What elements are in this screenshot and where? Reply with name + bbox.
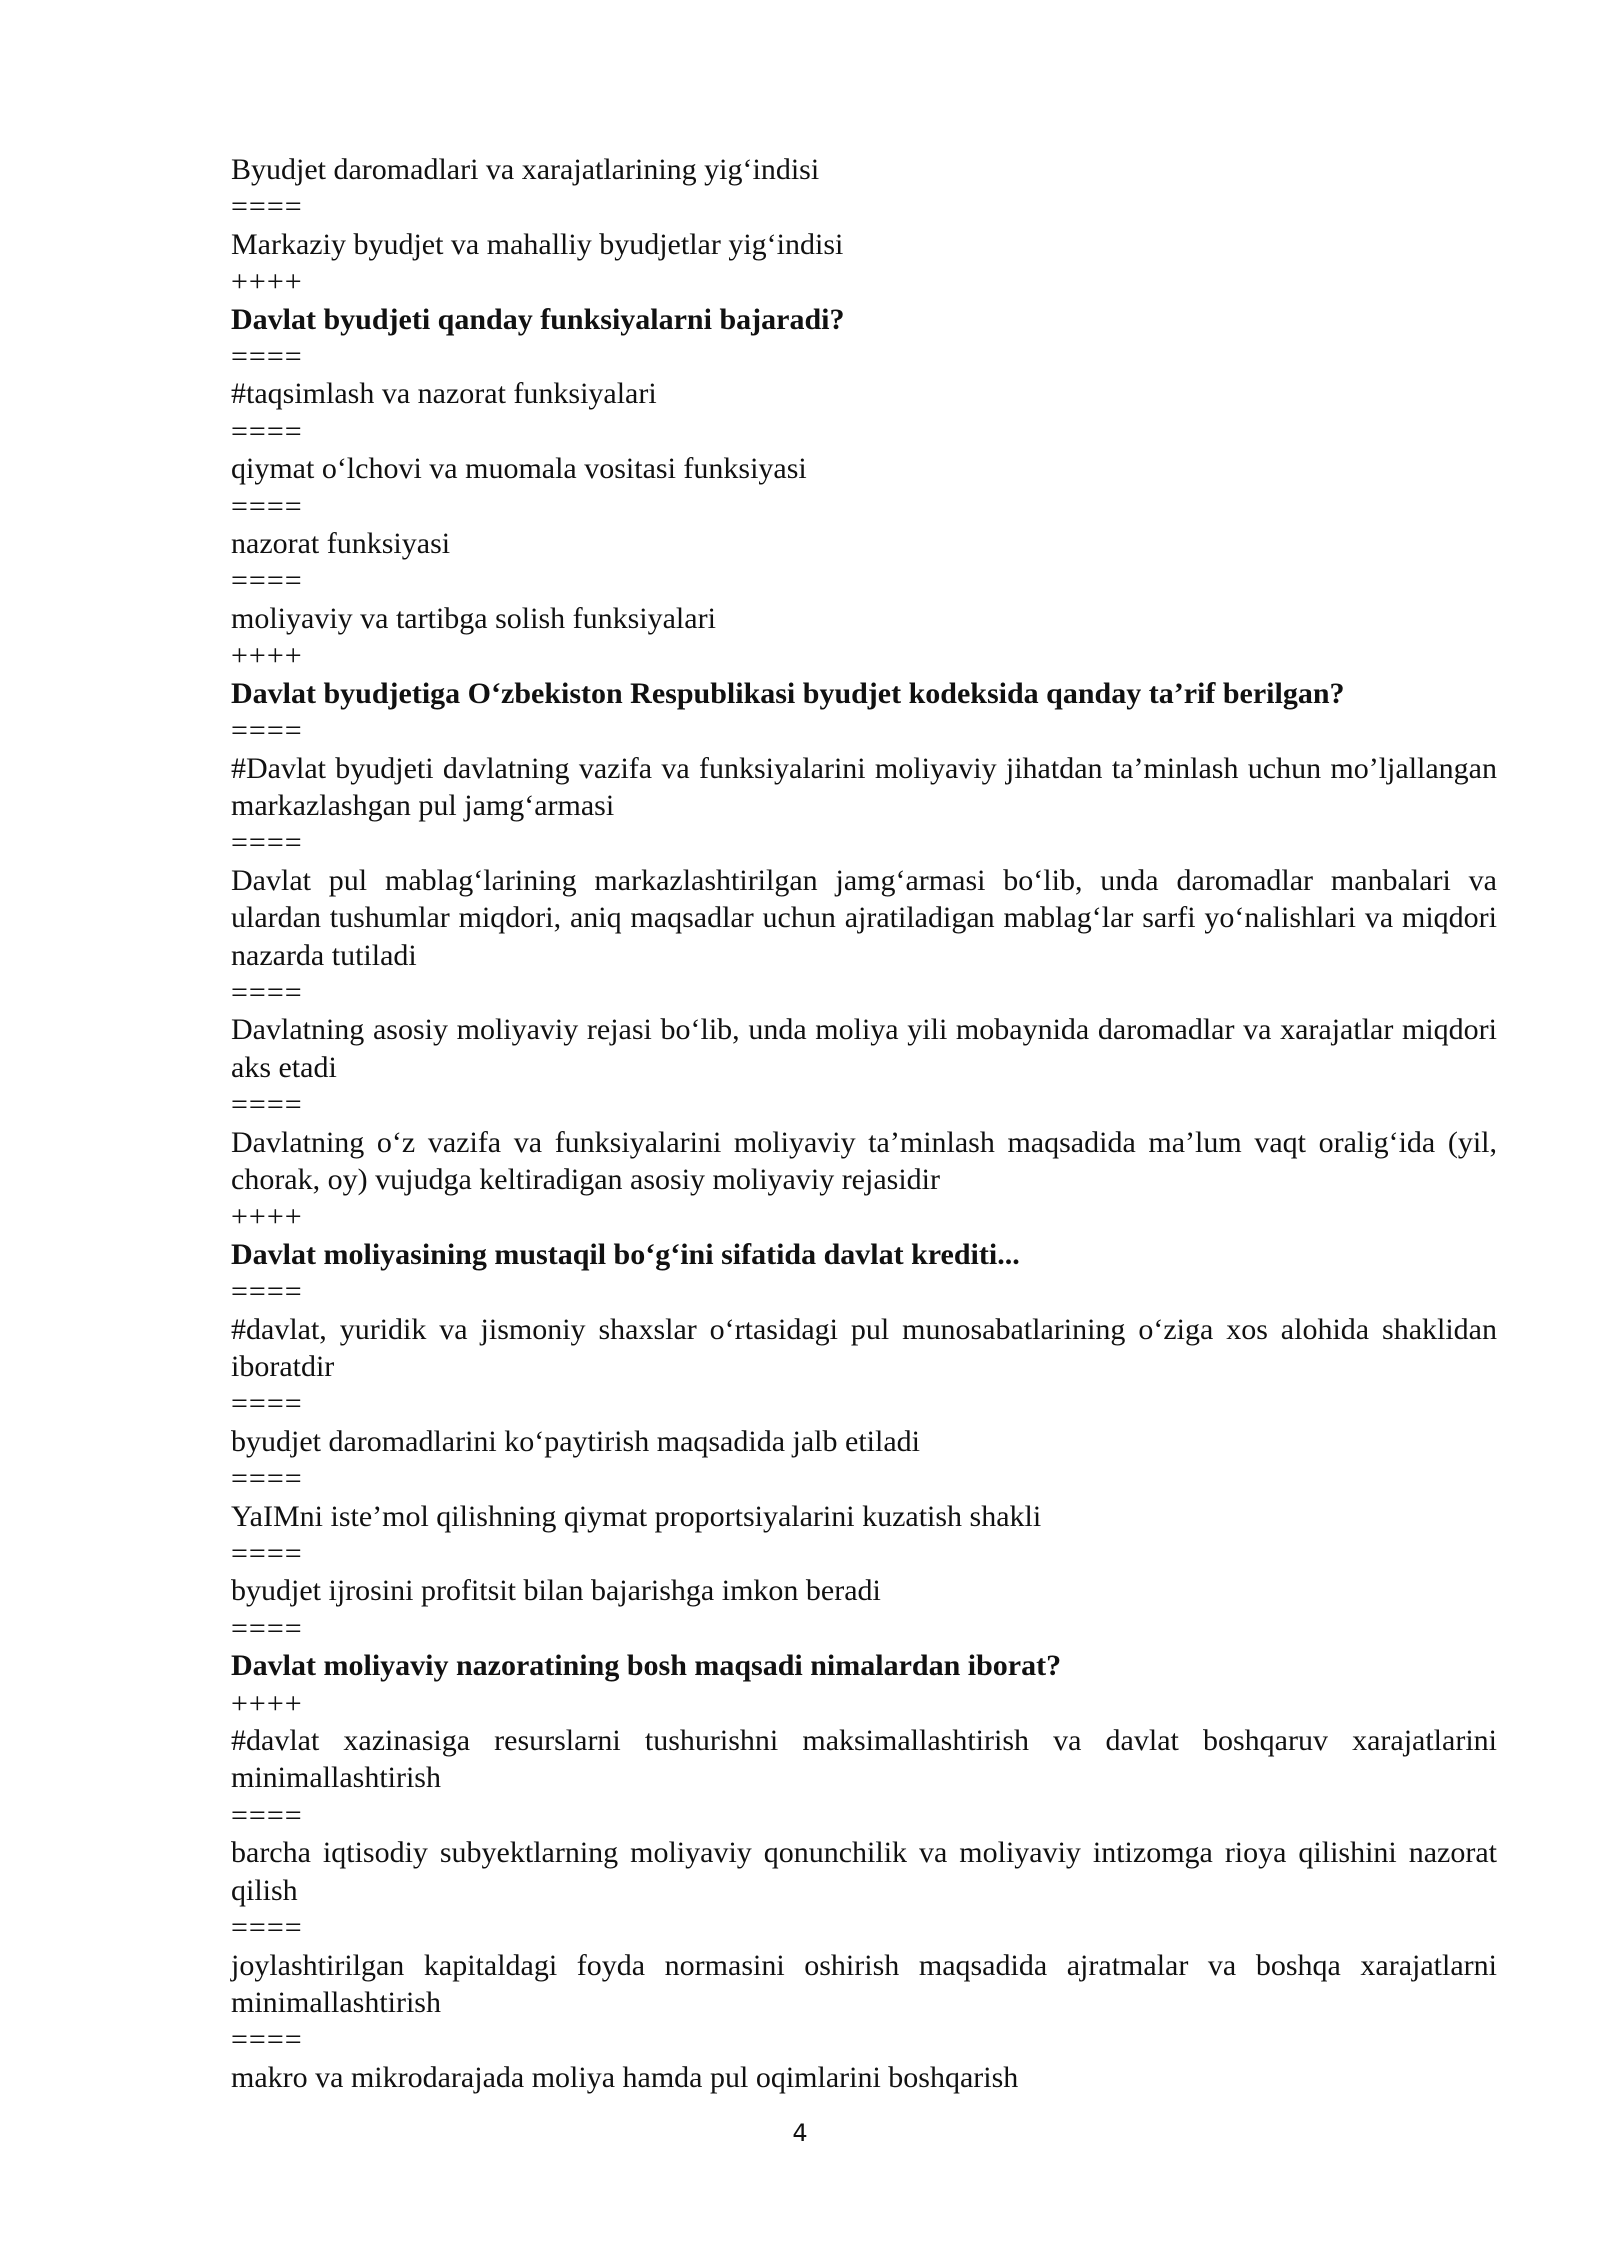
option-separator: ====	[231, 1798, 303, 1832]
option-separator: ====	[231, 1537, 303, 1571]
option-separator: ====	[231, 489, 303, 523]
option-separator: ====	[231, 1911, 303, 1945]
question-text: Davlat moliyasining mustaqil bo‘g‘ini sifatida davlat krediti...	[231, 1237, 1020, 1271]
option-separator: ====	[231, 1275, 303, 1309]
option-separator: ====	[231, 1462, 303, 1496]
answer-option: byudjet ijrosini profitsit bilan bajarishga imkon beradi	[231, 1574, 881, 1608]
page-number: 4	[792, 2119, 808, 2147]
answer-option: moliyaviy va tartibga solish funksiyalari	[231, 601, 716, 635]
answer-option: #taqsimlash va nazorat funksiyalari	[231, 377, 657, 411]
document-body	[231, 151, 1497, 2096]
question-text: Davlat byudjetiga O‘zbekiston Respublikasi byudjet kodeksida qanday ta’rif berilgan?	[231, 676, 1345, 710]
answer-option: Markaziy byudjet va mahalliy byudjetlar yig‘indisi	[231, 227, 844, 261]
question-text: Davlat byudjeti qanday funksiyalarni bajaradi?	[231, 302, 845, 336]
option-separator: ====	[231, 414, 303, 448]
option-separator: ====	[231, 190, 303, 224]
answer-option: Byudjet daromadlari va xarajatlarining yig‘indisi	[231, 153, 820, 186]
option-separator: ====	[231, 714, 303, 748]
option-separator: ====	[231, 975, 303, 1009]
question-text: Davlat moliyaviy nazoratining bosh maqsadi nimalardan iborat?	[231, 1649, 1062, 1683]
question-separator: ++++	[231, 265, 303, 299]
option-separator: ====	[231, 340, 303, 374]
answer-option: joylashtirilgan kapitaldagi foyda normasini oshirish maqsadida ajratmalar va boshqa xarajatlarni minimallashtirish	[231, 1948, 1497, 2019]
answer-option: YaIMni iste’mol qilishning qiymat proportsiyalarini kuzatish shakli	[231, 1499, 1042, 1533]
option-separator: ====	[231, 1611, 303, 1645]
question-separator: ++++	[231, 1686, 303, 1720]
question-separator: ++++	[231, 639, 303, 673]
answer-option: qiymat o‘lchovi va muomala vositasi funksiyasi	[231, 452, 807, 486]
answer-option: byudjet daromadlarini ko‘paytirish maqsadida jalb etiladi	[231, 1424, 920, 1458]
answer-option: Davlatning asosiy moliyaviy rejasi bo‘lib, unda moliya yili mobaynida daromadlar va xarajatlar miqdori aks etadi	[231, 1013, 1497, 1084]
option-separator: ====	[231, 1387, 303, 1421]
question-separator: ++++	[231, 1200, 303, 1234]
answer-option: nazorat funksiyasi	[231, 527, 451, 561]
answer-option: Davlatning o‘z vazifa va funksiyalarini moliyaviy ta’minlash maqsadida ma’lum vaqt oralig‘ida (yil, chorak, oy) vujudga keltiradigan asosiy moliyaviy rejasidir	[231, 1125, 1497, 1196]
answer-option: makro va mikrodarajada moliya hamda pul oqimlarini boshqarish	[231, 2060, 1019, 2094]
option-separator: ====	[231, 564, 303, 598]
answer-option: Davlat pul mablag‘larining markazlashtirilgan jamg‘armasi bo‘lib, unda daromadlar manbalari va ulardan tushumlar miqdori, aniq maqsadlar uchun ajratiladigan mablag‘lar sarfi yo‘nalishlari va miqdori nazarda tutiladi	[231, 863, 1497, 972]
option-separator: ====	[231, 2023, 303, 2057]
option-separator: ====	[231, 826, 303, 860]
option-separator: ====	[231, 1088, 303, 1122]
answer-option: #Davlat byudjeti davlatning vazifa va funksiyalarini moliyaviy jihatdan ta’minlash uchun mo’ljallangan markazlashgan pul jamg‘armasi	[231, 751, 1497, 822]
answer-option: #davlat, yuridik va jismoniy shaxslar o‘rtasidagi pul munosabatlarining o‘ziga xos alohida shaklidan iboratdir	[231, 1312, 1497, 1383]
answer-option: barcha iqtisodiy subyektlarning moliyaviy qonunchilik va moliyaviy intizomga rioya qilishini nazorat qilish	[231, 1836, 1497, 1907]
answer-option: #davlat xazinasiga resurslarni tushurishni maksimallashtirish va davlat boshqaruv xarajatlarini minimallashtirish	[231, 1724, 1497, 1795]
